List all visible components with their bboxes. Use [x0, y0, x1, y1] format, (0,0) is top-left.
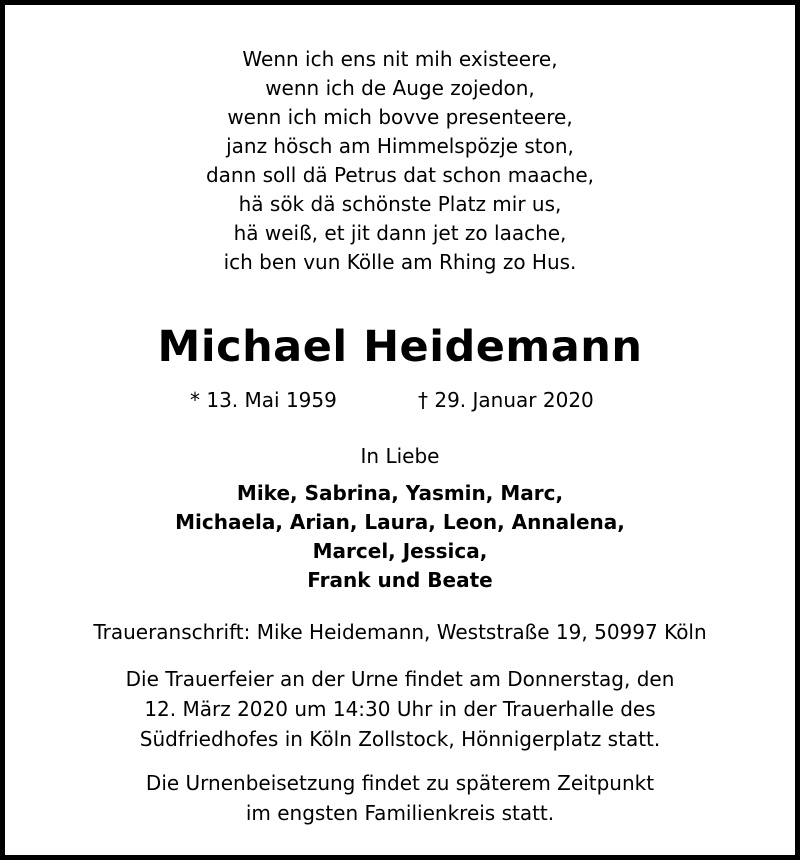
- deceased-name: Michael Heidemann: [157, 322, 643, 372]
- poem-line: hä weiß, et jit dann jet zo laache,: [233, 221, 567, 245]
- poem-line: wenn ich de Auge zojedon,: [265, 76, 535, 100]
- poem-line: hä sök dä schönste Platz mir us,: [238, 192, 562, 216]
- poem-line: janz hösch am Himmelspözje ston,: [226, 134, 574, 158]
- in-love-label: In Liebe: [360, 444, 440, 468]
- family-line: Michaela, Arian, Laura, Leon, Annalena,: [175, 510, 625, 534]
- family-line: Frank und Beate: [307, 568, 493, 592]
- burial-line: Die Urnenbeisetzung findet zu späterem Zeitpunkt: [145, 771, 655, 795]
- ceremony-line: Die Trauerfeier an der Urne findet am Donnerstag, den: [125, 667, 675, 691]
- family-line: Marcel, Jessica,: [312, 539, 488, 563]
- family-line: Mike, Sabrina, Yasmin, Marc,: [236, 481, 564, 505]
- death-date: † 29. Januar 2020: [418, 388, 594, 412]
- ceremony-line: 12. März 2020 um 14:30 Uhr in der Trauerhalle des: [144, 697, 656, 721]
- ceremony-line: Südfriedhofes in Köln Zollstock, Hönnigerplatz statt.: [139, 727, 661, 751]
- poem-line: ich ben vun Kölle am Rhing zo Hus.: [223, 250, 577, 274]
- burial-line: im engsten Familienkreis statt.: [245, 801, 555, 825]
- poem-line: dann soll dä Petrus dat schon maache,: [205, 163, 595, 187]
- poem-line: Wenn ich ens nit mih existeere,: [242, 47, 558, 71]
- mourning-address: Traueranschrift: Mike Heidemann, Weststraße 19, 50997 Köln: [93, 620, 707, 644]
- life-dates: [5, 386, 795, 414]
- poem-line: wenn ich mich bovve presenteere,: [227, 105, 573, 129]
- birth-date: * 13. Mai 1959: [190, 388, 337, 412]
